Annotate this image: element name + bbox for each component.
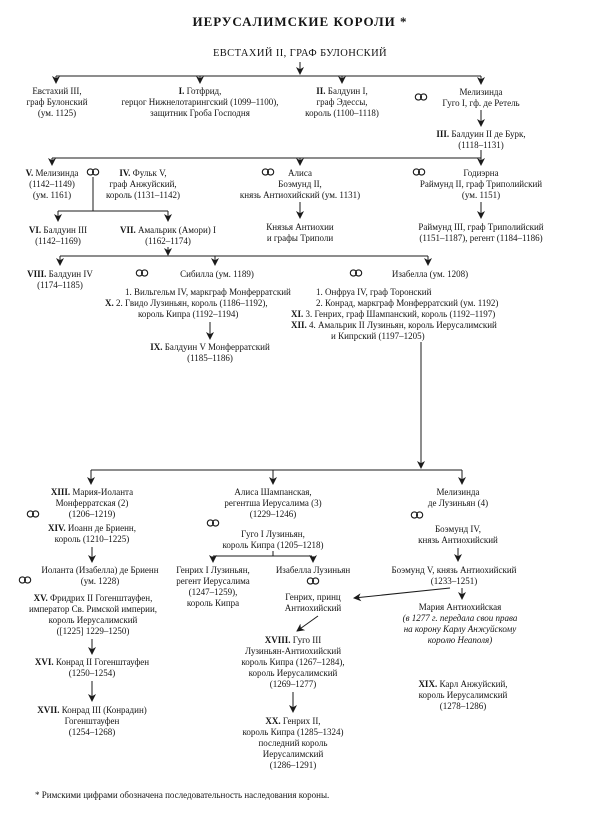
node-melisende-v (26, 168, 79, 201)
node-hugh-i-lusignan (222, 529, 323, 551)
text-line: Князья Антиохии (266, 222, 334, 232)
roman-numeral: XI. (291, 309, 304, 319)
text-line: король Иерусалимский (48, 615, 138, 625)
text-line: (1269–1277) (269, 679, 317, 689)
marriage-icon (27, 511, 38, 517)
text-line: (1162–1174) (145, 236, 191, 246)
roman-numeral: VIII. (27, 269, 47, 279)
node-frederick-ii (29, 593, 157, 637)
roman-numeral: VII. (119, 225, 136, 235)
text-line: защитник Гроба Господня (150, 108, 250, 118)
node-baldwin-iii (29, 225, 87, 247)
text-line: Гогенштауфен (64, 716, 120, 726)
node-baldwin-iv (27, 269, 93, 291)
roman-numeral: XII. (291, 320, 307, 330)
text-line: Лузиньян-Антиохийский (244, 646, 342, 656)
text-line: 1. Онфруа IV, граф Торонский (316, 287, 432, 297)
node-isabella-husbands (291, 287, 498, 342)
text-line: (1250–1254) (68, 668, 116, 678)
text-line: и графы Триполи (266, 233, 334, 243)
node-charles-of-anjou (418, 679, 507, 712)
text-line: (1151–1187), регент (1184–1186) (419, 233, 543, 243)
text-line: Мелизинда (459, 87, 503, 97)
text-line: (1247–1259), (188, 587, 238, 597)
text-line: и Кипрский (1197–1205) (331, 331, 425, 341)
text-line: регент Иерусалима (176, 576, 250, 586)
roman-numeral: XX. (265, 716, 281, 726)
marriage-icon (350, 270, 361, 276)
text-line: Генрих, принц (285, 592, 341, 602)
node-bohemond-iv (418, 524, 498, 546)
text-line: (1118–1131) (458, 140, 504, 150)
text-line: Иерусалимский (262, 749, 324, 759)
text-line: последний король (258, 738, 328, 748)
text-line: Боэмунд II, (278, 179, 322, 189)
text-line: (1278–1286) (439, 701, 487, 711)
text-line: (ум. 1125) (37, 108, 77, 118)
text-line: (1254–1268) (68, 727, 116, 737)
node-henry-ii (242, 716, 343, 771)
node-maria-of-antioch (403, 602, 518, 646)
text-line: король (1210–1225) (54, 534, 130, 544)
text-line: 2. Конрад, маркграф Монферратский (ум. 1192) (316, 298, 499, 308)
text-line: Раймунд III, граф Триполийский (418, 222, 544, 232)
text-line: король Иерусалимский (248, 668, 338, 678)
roman-numeral: XVI. (34, 657, 54, 667)
text-line: король Кипра (1267–1284), (241, 657, 345, 667)
text-line: Антиохийский (284, 603, 342, 613)
roman-numeral: II. (316, 86, 326, 96)
text-line: Алиса (288, 168, 312, 178)
text-line: регентша Иерусалима (3) (224, 498, 322, 508)
text-line: Годиэрна (463, 168, 499, 178)
text-line: Монферратская (2) (55, 498, 129, 508)
text-line: XIII. Мария-Иоланта (50, 487, 134, 497)
text-line: Изабелла Лузиньян (275, 565, 351, 575)
node-conrad-iii (37, 705, 147, 738)
text-line: Боэмунд IV, (435, 524, 481, 534)
text-line: 1. Вильгельм IV, маркграф Монферратский (125, 287, 291, 297)
node-bohemond-v (392, 565, 517, 587)
text-line: VIII. Балдуин IV (27, 269, 93, 279)
text-line: граф Анжуйский, (109, 179, 177, 189)
text-line: император Св. Римской империи, (28, 604, 158, 614)
node-eustace-iii (26, 86, 87, 119)
text-line: Сибилла (ум. 1189) (180, 269, 254, 279)
text-line: герцог Нижнелотарингский (1099–1100), (121, 97, 279, 107)
text-line: XV. Фридрих II Гогенштауфен, (33, 593, 153, 603)
text-line: король Кипра (186, 598, 240, 608)
roman-numeral: VI. (28, 225, 42, 235)
text-line: IV. Фульк V, (119, 168, 167, 178)
text-line: (ум. 1151) (461, 190, 501, 200)
node-hugh-iii (241, 635, 344, 690)
node-henry-prince-antioch (285, 592, 341, 614)
text-line: IX. Балдуин V Монферратский (150, 342, 270, 352)
roman-numeral: XV. (33, 593, 48, 603)
text-line: Евстахий III, (32, 86, 82, 96)
text-line: Иоланта (Изабелла) де Бриенн (41, 565, 159, 575)
node-baldwin-i (305, 86, 379, 119)
text-line: (1142–1149) (29, 179, 75, 189)
text-line: королю Неаполя) (427, 635, 493, 645)
marriage-icon (307, 578, 318, 584)
node-sibylla (180, 269, 254, 280)
text-line: граф Булонский (26, 97, 88, 107)
roman-numeral: V. (25, 168, 34, 178)
text-line: XIV. Иоанн де Бриенн, (48, 523, 136, 533)
roman-numeral: XVII. (37, 705, 60, 715)
text-line: XVII. Конрад III (Конрадин) (37, 705, 147, 715)
text-line: князь Антиохийский (ум. 1131) (239, 190, 361, 200)
text-line: II. Балдуин I, (316, 86, 368, 96)
node-conrad-ii (35, 657, 149, 679)
text-line: де Лузиньян (4) (427, 498, 489, 508)
text-line: (1185–1186) (187, 353, 233, 363)
marriage-icon (87, 169, 98, 175)
text-line: (1233–1251) (430, 576, 478, 586)
node-fulk-v (106, 168, 180, 201)
text-line: Боэмунд V, князь Антиохийский (391, 565, 517, 575)
text-line: король Иерусалимский (418, 690, 508, 700)
text-line: король Кипра (1285–1324) (242, 727, 344, 737)
node-amalric-i (120, 225, 216, 247)
node-henry-i-lusignan (176, 565, 250, 609)
text-line: XVI. Конрад II Гогенштауфен (34, 657, 150, 667)
node-isabella-lusignan (276, 565, 350, 576)
roman-numeral: III. (436, 129, 450, 139)
node-baldwin-ii (436, 129, 525, 151)
node-godfrey (121, 86, 278, 119)
text-line: король Кипра (1205–1218) (222, 540, 324, 550)
node-eustace-ii-root: ЕВСТАХИЙ II, ГРАФ БУЛОНСКИЙ (212, 48, 388, 59)
node-hodierna-raymond-ii (420, 168, 542, 201)
text-line: Мелизинда (436, 487, 480, 497)
node-melisende-lusignan (428, 487, 488, 509)
roman-numeral: I. (178, 86, 185, 96)
text-line: XIX. Карл Анжуйский, (418, 679, 508, 689)
text-line: князь Антиохийский (418, 535, 498, 545)
node-sibylla-husbands (105, 287, 291, 320)
text-line: (1174–1185) (37, 280, 83, 290)
text-line: (ум. 1161) (32, 190, 72, 200)
marriage-icon (415, 94, 426, 100)
text-line: на корону Карлу Анжуйскому (403, 624, 517, 634)
node-princes-of-antioch (266, 222, 333, 244)
node-maria-yolanta (51, 487, 133, 520)
node-alice-of-champagne (224, 487, 321, 520)
footnote: * Римскими цифрами обозначена последовательность наследования короны. (35, 790, 330, 800)
text-line: король (1100–1118) (305, 108, 379, 118)
text-line: Алиса Шампанская, (234, 487, 312, 497)
text-line: (1142–1169) (35, 236, 81, 246)
text-line: VI. Балдуин III (28, 225, 88, 235)
text-line: XVIII. Гуго III (264, 635, 322, 645)
node-melisende-hugo-rethel (442, 87, 519, 109)
marriage-icon (19, 577, 30, 583)
marriage-icon (136, 270, 147, 276)
page-title: ИЕРУСАЛИМСКИЕ КОРОЛИ * (192, 14, 408, 29)
roman-numeral: XIV. (48, 523, 66, 533)
text-line: XII. 4. Амальрик II Лузиньян, король Иерусалимский (291, 320, 497, 330)
text-line: (1206–1219) (68, 509, 116, 519)
text-line: Раймунд II, граф Триполийский (419, 179, 543, 189)
text-line: король (1131–1142) (106, 190, 180, 200)
text-line: граф Эдессы, (316, 97, 368, 107)
text-line: I. Готфрид, (178, 86, 222, 96)
node-john-of-brienne (48, 523, 136, 545)
text-line: V. Мелизинда (25, 168, 79, 178)
text-line: Гуго I, гф. де Ретель (442, 98, 520, 108)
roman-numeral: X. (105, 298, 114, 308)
text-line: III. Балдуин II де Бурк, (436, 129, 526, 139)
node-isabella (392, 269, 468, 280)
roman-numeral: XIII. (50, 487, 71, 497)
roman-numeral: IV. (119, 168, 131, 178)
text-line: X. 2. Гвидо Лузиньян, король (1186–1192), (105, 298, 268, 308)
text-line: Гуго I Лузиньян, (241, 529, 305, 539)
roman-numeral: XVIII. (264, 635, 291, 645)
text-line: (в 1277 г. передала свои права (402, 613, 518, 623)
marriage-icon (411, 512, 422, 518)
marriage-icon (207, 520, 218, 526)
text-line: VII. Амальрик (Амори) I (119, 225, 217, 235)
node-baldwin-v (150, 342, 270, 364)
node-alice-bohemond-ii (240, 168, 360, 201)
node-yolanta-of-brienne (41, 565, 158, 587)
text-line: Генрих I Лузиньян, (176, 565, 250, 575)
text-line: король Кипра (1192–1194) (138, 309, 239, 319)
node-raymond-iii (418, 222, 543, 244)
roman-numeral: IX. (150, 342, 163, 352)
text-line: Мария Антиохийская (418, 602, 502, 612)
text-line: XI. 3. Генрих, граф Шампанский, король (1192–1197) (291, 309, 496, 319)
roman-numeral: XIX. (418, 679, 438, 689)
text-line: ([1225] 1229–1250) (56, 626, 130, 636)
text-line: (ум. 1228) (80, 576, 120, 586)
text-line: (1286–1291) (269, 760, 317, 770)
text-line: Изабелла (ум. 1208) (391, 269, 469, 279)
text-line: (1229–1246) (249, 509, 297, 519)
text-line: XX. Генрих II, (265, 716, 321, 726)
